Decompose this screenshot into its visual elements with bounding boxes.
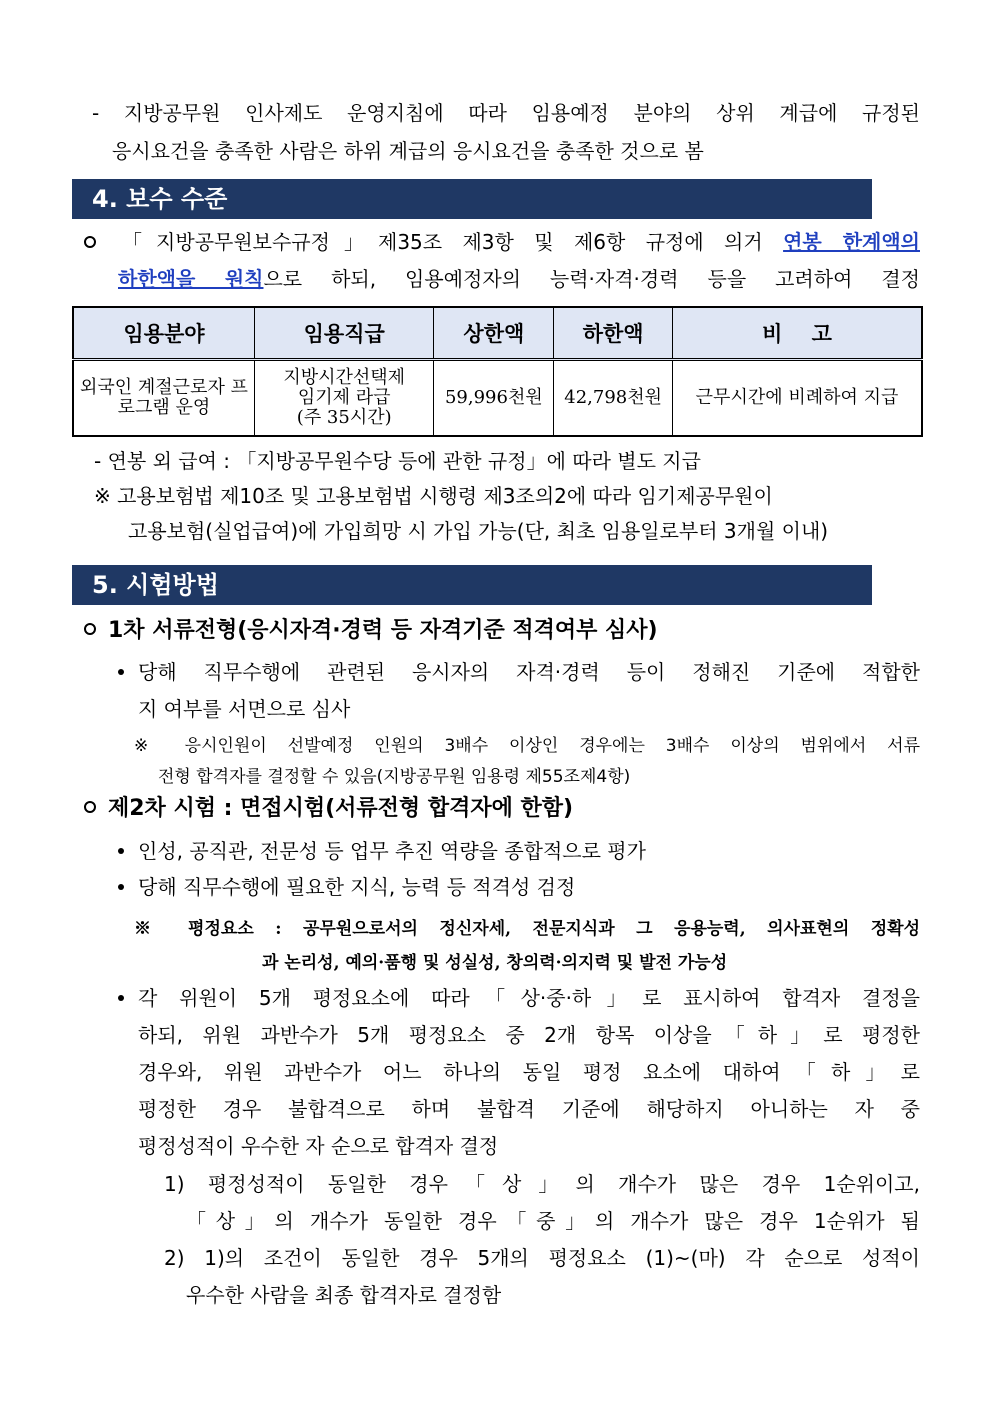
- rule-2-line-1: 2) 1)의 조건이 동일한 경우 5개의 평정요소 (1)~(마) 각 순으로 성적이: [164, 1246, 920, 1270]
- stage-2-bullet-2-text: 당해 직무수행에 필요한 지식, 능력 등 적격성 검정: [138, 875, 576, 899]
- cell-grade: [254, 360, 433, 437]
- stage-2-bullet-3-text: 각 위원이 5개 평정요소에 따라「상·중·하」로 표시하여 합격자 결정을: [138, 986, 920, 1010]
- salary-table: [72, 306, 923, 437]
- stage-2-bullet-3-line-3: 경우와, 위원 과반수가 어느 하나의 동일 평정 요소에 대하여「하」로: [138, 1060, 920, 1084]
- header-grade: 임용직급: [254, 307, 433, 360]
- cell-note: 근무시간에 비례하여 지급: [673, 360, 922, 437]
- table-row: [73, 360, 922, 437]
- stage-2-note-line-2: 과 논리성, 예의·품행 및 성실성, 창의력·의지력 및 발전 가능성: [262, 953, 728, 973]
- intro-line-2: 응시요건을 충족한 사람은 하위 계급의 응시요건을 충족한 것으로 봄: [112, 139, 704, 163]
- header-upper: 상한액: [434, 307, 554, 360]
- stage-2-bullet-3-line-4: 평정한 경우 불합격으로 하며 불합격 기준에 해당하지 아니하는 자 중: [138, 1097, 920, 1121]
- section-4-header: 4. 보수 수준: [72, 179, 872, 219]
- cell-grade-line-3: (주 35시간): [296, 407, 392, 428]
- stage-2-bullet-3-line-2: 하되, 위원 과반수가 5개 평정요소 중 2개 항목 이상을「하」로 평정한: [138, 1023, 920, 1047]
- table-header-row: [73, 307, 922, 360]
- section-4-para-line-1: [84, 229, 920, 255]
- cell-grade-line-2: 임기제 라급: [297, 387, 391, 408]
- extra-pay-line: - 연봉 외 급여 : 「지방공무원수당 등에 관한 규정」에 따라 별도 지급: [94, 449, 701, 473]
- cell-lower: 42,798천원: [554, 360, 673, 437]
- stage-2-bullet-1-text: 인성, 공직관, 전문성 등 업무 추진 역량을 종합적으로 평가: [138, 839, 646, 863]
- dot-bullet-icon: [118, 884, 124, 890]
- rule-2-line-2: 우수한 사람을 최종 합격자로 결정함: [186, 1283, 502, 1307]
- intro-line-1: - 지방공무원 인사제도 운영지침에 따라 임용예정 분야의 상위 계급에 규정된: [92, 101, 920, 125]
- header-field: 임용분야: [73, 307, 254, 360]
- stage-1-bullet-line-1: [118, 659, 920, 685]
- dot-bullet-icon: [118, 669, 124, 675]
- stage-1-bullet-line-2: 지 여부를 서면으로 심사: [138, 697, 351, 721]
- insurance-note-line-2: 고용보험(실업급여)에 가입희망 시 가입 가능(단, 최초 임용일로부터 3개월 이내): [128, 519, 829, 543]
- cell-field: [73, 360, 254, 437]
- insurance-note-line-1: ※ 고용보험법 제10조 및 고용보험법 시행령 제3조의2에 따라 임기제공무원이: [94, 484, 773, 508]
- dot-bullet-icon: [118, 995, 124, 1001]
- dot-bullet-icon: [118, 848, 124, 854]
- stage-1-title: [84, 618, 658, 644]
- section-5-header: 5. 시험방법: [72, 565, 872, 605]
- circle-bullet-icon: [84, 801, 96, 813]
- circle-bullet-icon: [84, 236, 96, 248]
- highlight-1: 연봉 한계액의: [783, 230, 920, 254]
- stage-2-bullet-2: [118, 874, 575, 900]
- stage-2-bullet-1: [118, 838, 646, 864]
- cell-upper: 59,996천원: [434, 360, 554, 437]
- stage-1-bullet-text: 당해 직무수행에 관련된 응시자의 자격·경력 등이 정해진 기준에 적합한: [138, 660, 920, 684]
- stage-1-title-text: 1차 서류전형(응시자격·경력 등 자격기준 적격여부 심사): [108, 618, 658, 643]
- cell-field-text: 외국인 계절근로자 프로그램 운영: [80, 377, 248, 418]
- rule-1-line-1: 1) 평정성적이 동일한 경우「상」의 개수가 많은 경우 1순위이고,: [164, 1172, 920, 1196]
- section-4-para-text: 「지방공무원보수규정」제35조 제3항 및 제6항 규정에 의거: [108, 230, 784, 254]
- stage-1-note-line-2: 전형 합격자를 결정할 수 있음(지방공무원 임용령 제55조제4항): [158, 767, 631, 787]
- section-4-para-line-2: [118, 266, 920, 292]
- rule-1-line-2: 「상」의 개수가 동일한 경우「중」의 개수가 많은 경우 1순위가 됨: [186, 1209, 920, 1233]
- header-note: 비 고: [673, 307, 922, 360]
- circle-bullet-icon: [84, 623, 96, 635]
- stage-2-title: [84, 796, 573, 822]
- header-lower: 하한액: [554, 307, 673, 360]
- section-4-para-text-2: 으로 하되, 임용예정자의 능력·자격·경력 등을 고려하여 결정: [263, 267, 920, 291]
- stage-1-note-line-1: ※ 응시인원이 선발예정 인원의 3배수 이상인 경우에는 3배수 이상의 범위에서 서류: [134, 736, 920, 756]
- stage-2-bullet-3-line-1: [118, 985, 920, 1011]
- stage-2-note-line-1: ※ 평정요소 : 공무원으로서의 정신자세, 전문지식과 그 응용능력, 의사표현의 정확성: [134, 919, 920, 939]
- highlight-2: 하한액을 원칙: [118, 267, 264, 291]
- stage-2-bullet-3-line-5: 평정성적이 우수한 자 순으로 합격자 결정: [138, 1134, 499, 1158]
- cell-grade-line-1: 지방시간선택제: [283, 367, 406, 388]
- stage-2-title-text: 제2차 시험 : 면접시험(서류전형 합격자에 한함): [108, 796, 574, 821]
